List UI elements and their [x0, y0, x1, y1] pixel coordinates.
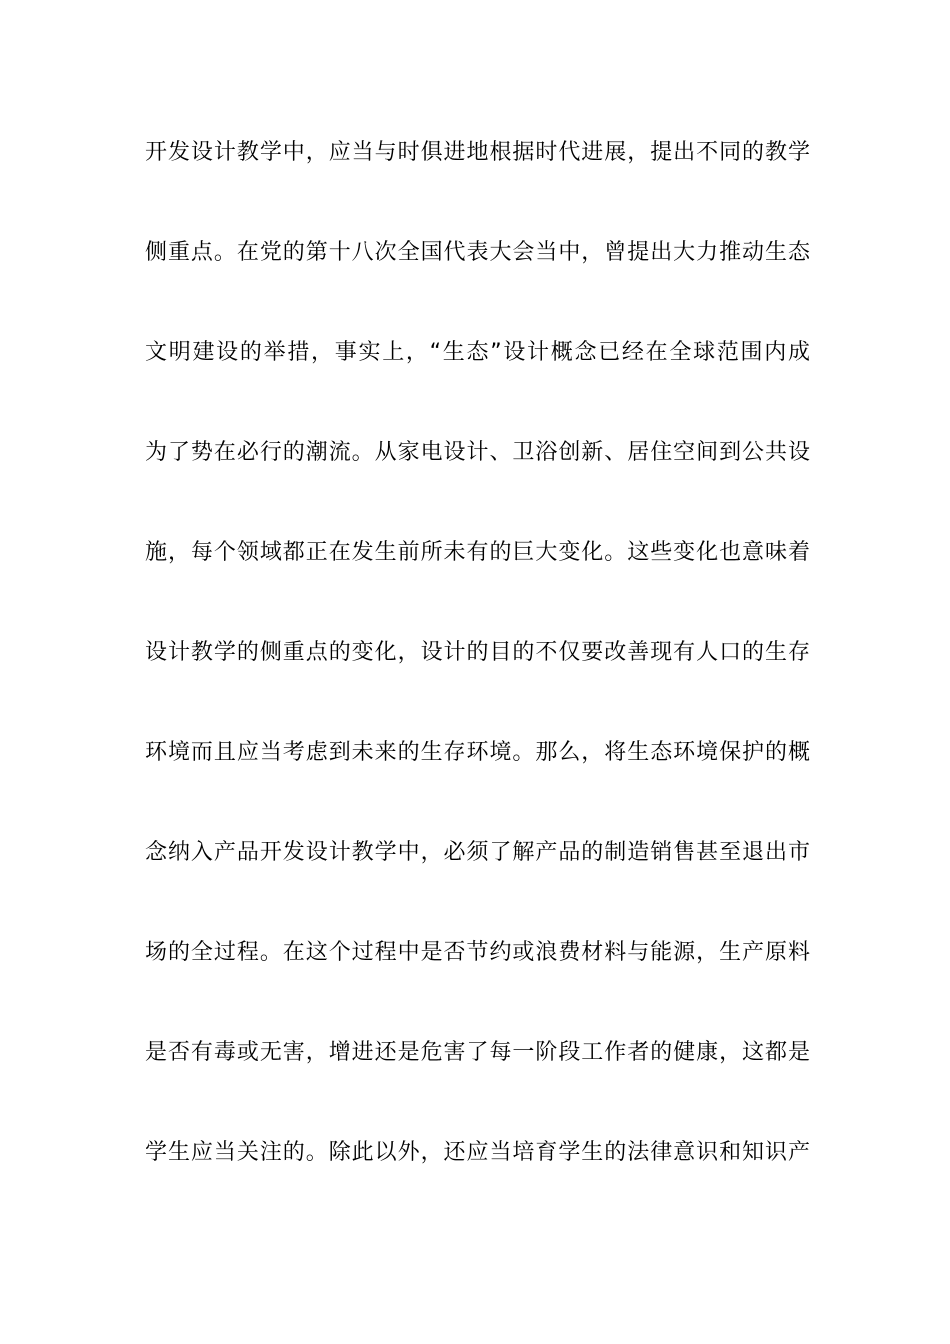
text-line: 场的全过程。在这个过程中是否节约或浪费材料与能源，生产原料: [145, 940, 810, 965]
text-line: 环境而且应当考虑到未来的生存环境。那么，将生态环境保护的概: [145, 740, 810, 765]
text-line: 为了势在必行的潮流。从家电设计、卫浴创新、居住空间到公共设: [145, 440, 810, 465]
text-line: 学生应当关注的。除此以外，还应当培育学生的法律意识和知识产: [145, 1140, 810, 1165]
body-text: [145, 131, 810, 1231]
text-line: 开发设计教学中，应当与时俱进地根据时代进展，提出不同的教学: [145, 140, 810, 165]
text-line: 念纳入产品开发设计教学中，必须了解产品的制造销售甚至退出市: [145, 840, 810, 865]
text-line: 设计教学的侧重点的变化，设计的目的不仅要改善现有人口的生存: [145, 640, 810, 665]
text-line: 施，每个领域都正在发生前所未有的巨大变化。这些变化也意味着: [145, 540, 810, 565]
text-line: 是否有毒或无害，增进还是危害了每一阶段工作者的健康，这都是: [145, 1040, 810, 1065]
text-line: 侧重点。在党的第十八次全国代表大会当中，曾提出大力推动生态: [145, 240, 810, 265]
text-line: 文明建设的举措，事实上，“生态”设计概念已经在全球范围内成: [145, 340, 810, 365]
